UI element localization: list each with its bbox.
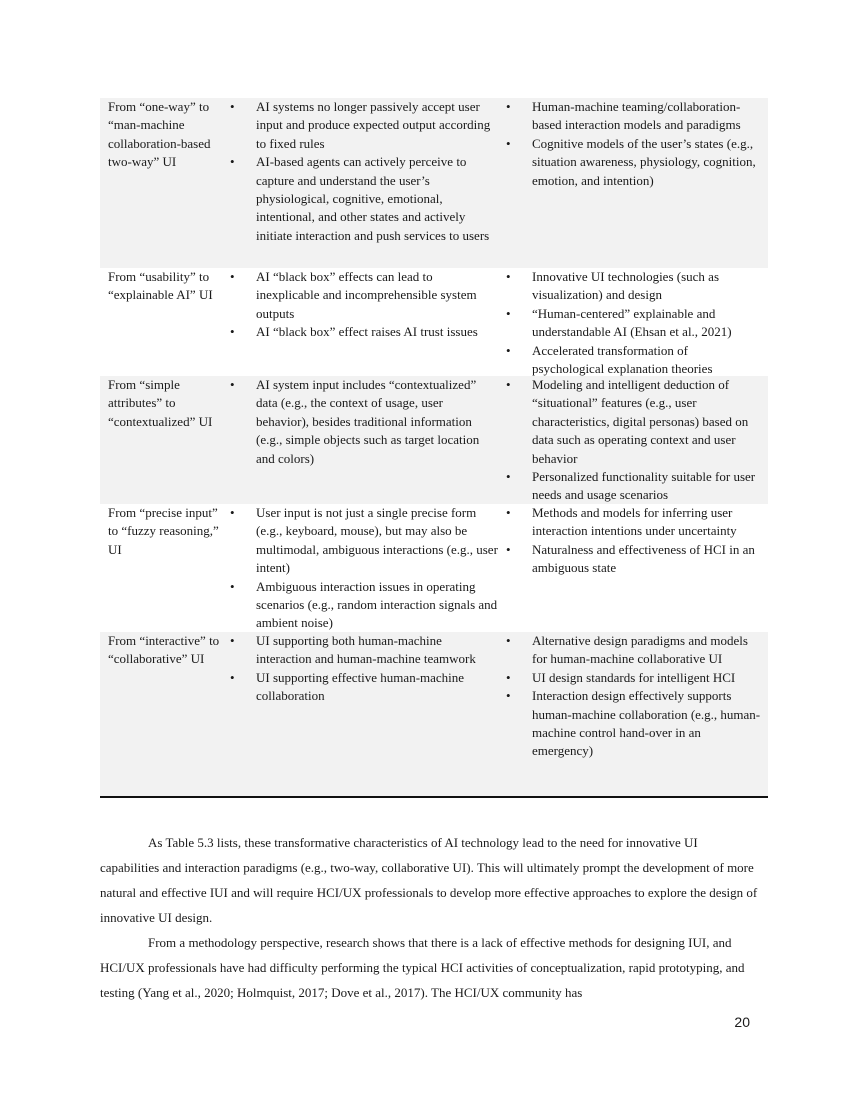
list-item: • UI supporting effective human-machine collaboration bbox=[228, 669, 498, 706]
table-row bbox=[100, 98, 768, 268]
page-number: 20 bbox=[734, 1014, 750, 1030]
table-row bbox=[100, 504, 768, 632]
list-item: • Naturalness and effectiveness of HCI in an ambiguous state bbox=[504, 541, 762, 578]
row-characteristic: From “precise input” to “fuzzy reasoning,” UI bbox=[108, 505, 219, 557]
row-ai-features bbox=[228, 504, 498, 633]
row-characteristic: From “usability” to “explainable AI” UI bbox=[108, 269, 213, 303]
list-item: • Innovative UI technologies (such as visualization) and design bbox=[504, 268, 762, 305]
list-item: • UI supporting both human-machine interaction and human-machine teamwork bbox=[228, 632, 498, 669]
list-item: • AI-based agents can actively perceive to capture and understand the user’s physiological, cognitive, emotional, intentional, and other states and actively initiate interaction and push services to users bbox=[228, 153, 498, 245]
list-item: • Personalized functionality suitable for user needs and usage scenarios bbox=[504, 468, 762, 505]
table-row bbox=[100, 632, 768, 796]
list-item: • “Human-centered” explainable and understandable AI (Ehsan et al., 2021) bbox=[504, 305, 762, 342]
list-item: • Cognitive models of the user’s states (e.g., situation awareness, physiology, cognition, emotion, and intention) bbox=[504, 135, 762, 190]
row-ui-needs bbox=[504, 98, 762, 190]
row-characteristic: From “one-way” to “man-machine collaboration-based two-way” UI bbox=[108, 99, 211, 170]
row-ui-needs bbox=[504, 632, 762, 761]
ai-ui-table bbox=[100, 98, 768, 798]
row-ui-needs bbox=[504, 376, 762, 505]
row-ai-features bbox=[228, 376, 498, 468]
body-paragraph: From a methodology perspective, research shows that there is a lack of effective methods for designing IUI, and HCI/UX professionals have had difficulty performing the typical HCI activities of conceptualization, rapid prototyping, and testing (Yang et al., 2020; Holmquist, 2017; Dove et al., 2017). The HCI/UX community has bbox=[100, 935, 745, 1000]
list-item: • Modeling and intelligent deduction of “situational” features (e.g., user characteristics, digital personas) based on data such as operating context and user behavior bbox=[504, 376, 762, 468]
row-characteristic: From “simple attributes” to “contextualized” UI bbox=[108, 377, 213, 429]
row-ai-features bbox=[228, 632, 498, 706]
body-paragraph: As Table 5.3 lists, these transformative characteristics of AI technology lead to the need for innovative UI capabilities and interaction paradigms (e.g., two-way, collaborative UI). This will ultimately prompt the development of more natural and effective IUI and will require HCI/UX professionals to develop more effective approaches to explore the design of innovative UI design. bbox=[100, 835, 758, 925]
list-item: • AI systems no longer passively accept user input and produce expected output according to fixed rules bbox=[228, 98, 498, 153]
list-item: • AI system input includes “contextualized” data (e.g., the context of usage, user behavior), besides traditional information (e.g., simple objects such as target location and colors) bbox=[228, 376, 498, 468]
table-row bbox=[100, 268, 768, 376]
list-item: • Interaction design effectively supports human-machine collaboration (e.g., human-machine control hand-over in an emergency) bbox=[504, 687, 762, 761]
row-ai-features bbox=[228, 98, 498, 245]
table-row bbox=[100, 376, 768, 504]
row-ui-needs bbox=[504, 504, 762, 578]
row-ui-needs bbox=[504, 268, 762, 378]
list-item: • AI “black box” effects can lead to inexplicable and incomprehensible system outputs bbox=[228, 268, 498, 323]
list-item: • User input is not just a single precise form (e.g., keyboard, mouse), but may also be multimodal, ambiguous interactions (e.g., user intent) bbox=[228, 504, 498, 578]
row-ai-features bbox=[228, 268, 498, 342]
list-item: • Accelerated transformation of psychological explanation theories bbox=[504, 342, 762, 379]
list-item: • Human-machine teaming/collaboration-based interaction models and paradigms bbox=[504, 98, 762, 135]
row-characteristic: From “interactive” to “collaborative” UI bbox=[108, 633, 220, 667]
list-item: • Alternative design paradigms and models for human-machine collaborative UI bbox=[504, 632, 762, 669]
list-item: • Methods and models for inferring user interaction intentions under uncertainty bbox=[504, 504, 762, 541]
list-item: • AI “black box” effect raises AI trust issues bbox=[228, 323, 498, 341]
list-item: • Ambiguous interaction issues in operating scenarios (e.g., random interaction signals and ambient noise) bbox=[228, 578, 498, 633]
list-item: • UI design standards for intelligent HCI bbox=[504, 669, 762, 687]
